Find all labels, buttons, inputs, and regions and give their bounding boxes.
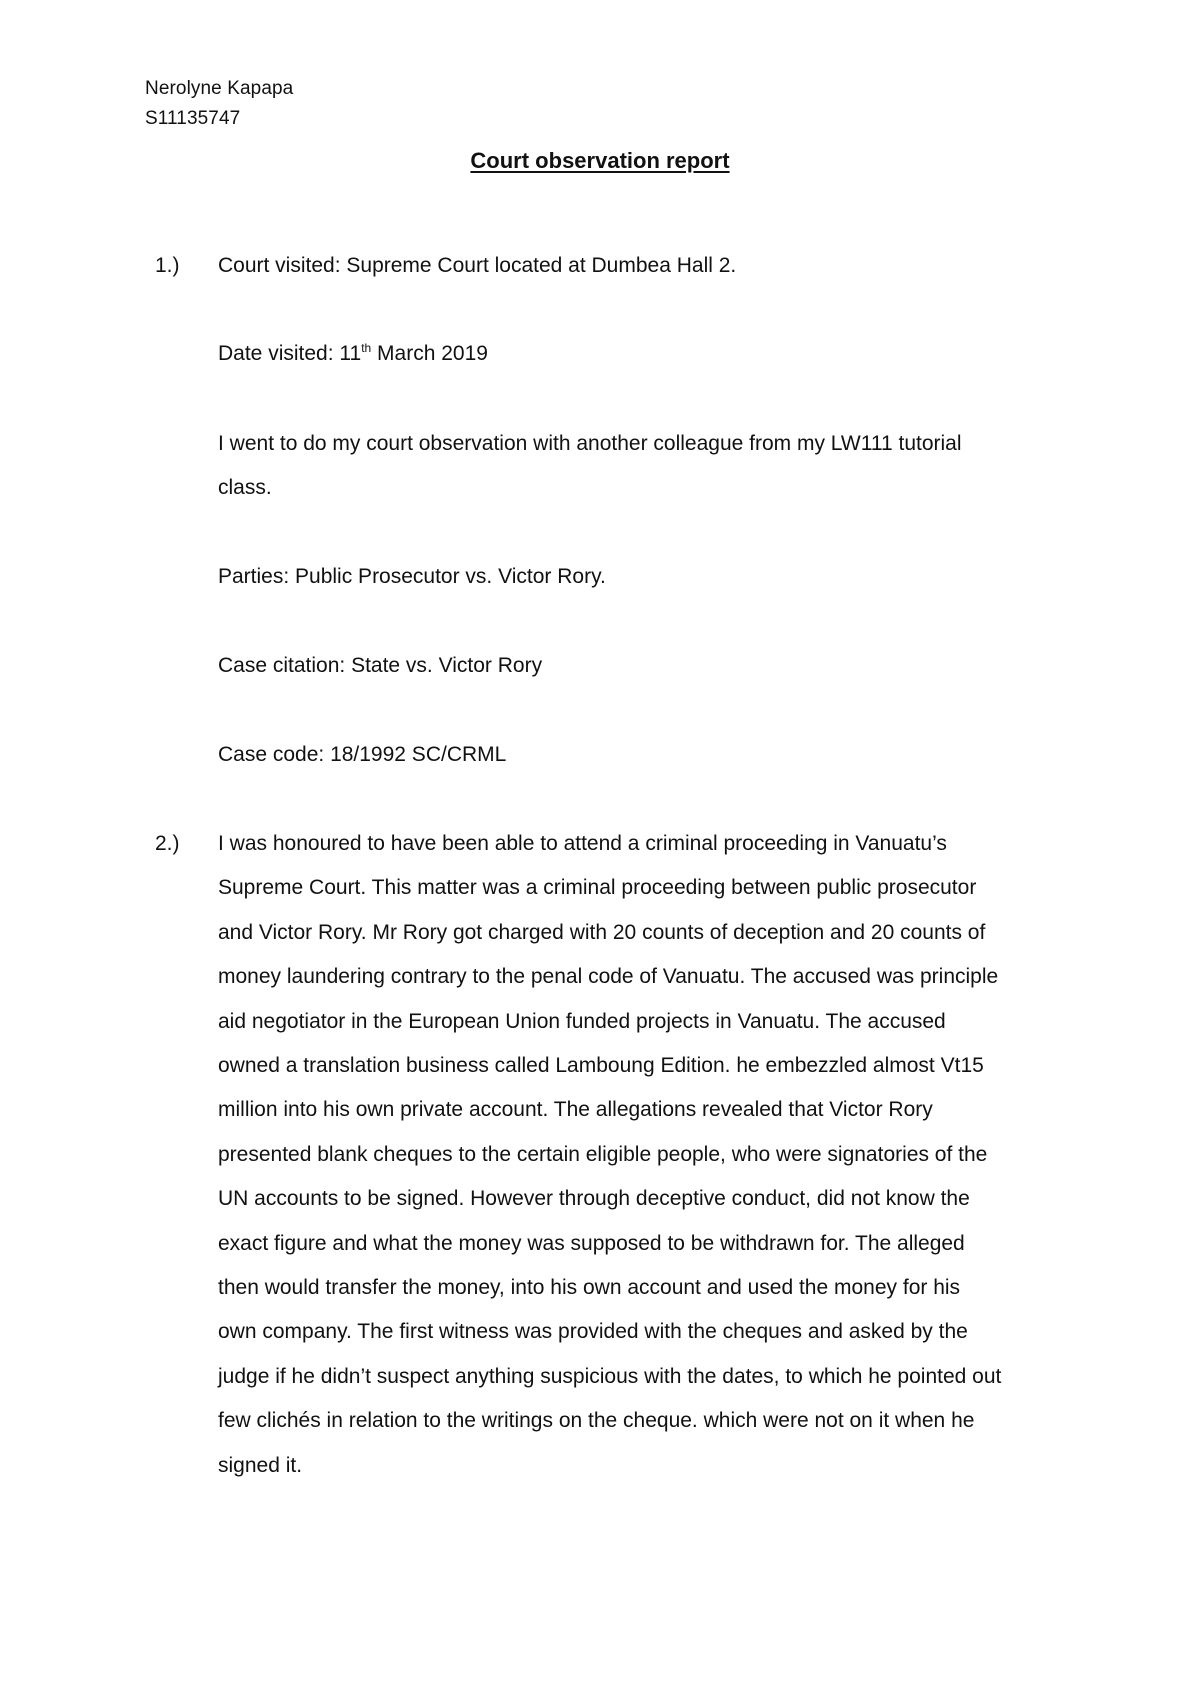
paragraph-line: money laundering contrary to the penal code of Vanuatu. The accused was principle <box>218 965 999 989</box>
section-1-number: 1.) <box>155 254 180 277</box>
paragraph-line: few clichés in relation to the writings on the cheque. which were not on it when he <box>218 1409 975 1433</box>
paragraph-line: million into his own private account. The allegations revealed that Victor Rory <box>218 1098 933 1122</box>
student-id: S11135747 <box>145 108 241 129</box>
date-visited-suffix: March 2019 <box>371 342 488 365</box>
paragraph-line: own company. The first witness was provided with the cheques and asked by the <box>218 1320 968 1344</box>
parties: Parties: Public Prosecutor vs. Victor Rory. <box>218 565 606 588</box>
section-2-number: 2.) <box>155 832 180 855</box>
paragraph-line: Supreme Court. This matter was a criminal proceeding between public prosecutor <box>218 876 977 900</box>
author-block <box>145 74 293 134</box>
court-visited: Court visited: Supreme Court located at Dumbea Hall 2. <box>218 254 737 277</box>
paragraph-line: I was honoured to have been able to attend a criminal proceeding in Vanuatu’s <box>218 832 947 855</box>
colleague-line-2: class. <box>218 476 272 499</box>
paragraph-line: exact figure and what the money was supposed to be withdrawn for. The alleged <box>218 1231 965 1255</box>
paragraph-line: aid negotiator in the European Union funded projects in Vanuatu. The accused <box>218 1009 946 1033</box>
paragraph-line: judge if he didn’t suspect anything suspicious with the dates, to which he pointed out <box>218 1364 1002 1388</box>
paragraph-line: signed it. <box>218 1453 303 1477</box>
case-code: Case code: 18/1992 SC/CRML <box>218 743 507 766</box>
date-visited-prefix: Date visited: 11 <box>218 342 362 365</box>
paragraph-line: UN accounts to be signed. However through deceptive conduct, did not know the <box>218 1187 970 1211</box>
date-visited-ordinal: th <box>361 341 372 355</box>
section-2-paragraph <box>218 822 1078 1488</box>
author-name: Nerolyne Kapapa <box>145 78 294 99</box>
case-citation: Case citation: State vs. Victor Rory <box>218 654 543 677</box>
paragraph-line: and Victor Rory. Mr Rory got charged with 20 counts of deception and 20 counts of <box>218 920 986 944</box>
paragraph-line: presented blank cheques to the certain eligible people, who were signatories of the <box>218 1142 988 1166</box>
paragraph-line: then would transfer the money, into his own account and used the money for his <box>218 1276 961 1300</box>
date-visited <box>218 342 488 366</box>
colleague-line-1: I went to do my court observation with another colleague from my LW111 tutorial <box>218 432 962 455</box>
page-title: Court observation report <box>470 148 730 173</box>
paragraph-line: owned a translation business called Lamboung Edition. he embezzled almost Vt15 <box>218 1054 984 1078</box>
